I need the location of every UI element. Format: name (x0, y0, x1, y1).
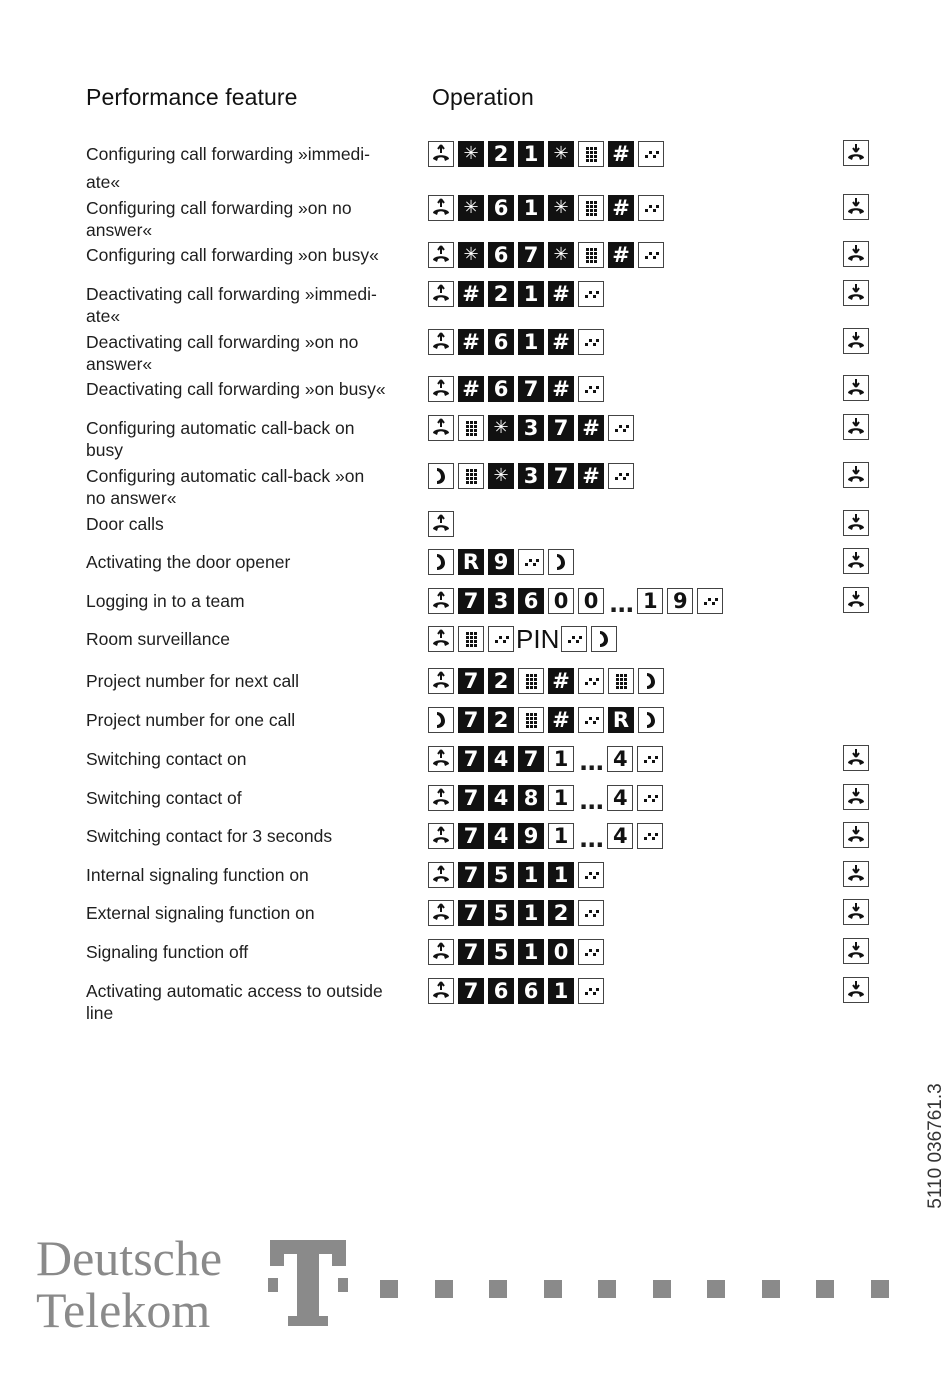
digit-key: 3 (518, 415, 544, 441)
digit-key: 0 (548, 939, 574, 965)
dial-number-icon (458, 626, 484, 652)
hash-key: # (548, 281, 574, 307)
digit-key: 7 (458, 746, 484, 772)
digit-key: 9 (667, 588, 693, 614)
operation-sequence (428, 861, 608, 889)
feature-label: Deactivating call forwarding »on busy« (86, 379, 386, 399)
operation-sequence (428, 462, 638, 490)
digit-key: 7 (458, 900, 484, 926)
brand-square (816, 1280, 834, 1298)
lift-handset-icon (428, 626, 454, 652)
brand-square (762, 1280, 780, 1298)
digit-key: 1 (548, 978, 574, 1004)
digit-key: R (458, 549, 484, 575)
operation-sequence (428, 375, 608, 403)
digit-key: 4 (607, 823, 633, 849)
feature-label: Signaling function off (86, 942, 249, 962)
feature-label: Door calls (86, 514, 164, 534)
digit-key: 7 (458, 668, 484, 694)
brand-square (871, 1280, 889, 1298)
feature-label: External signaling function on (86, 903, 315, 923)
confirmation-tone-icon (637, 823, 663, 849)
star-key: ✳ (458, 195, 484, 221)
feature-label: Activating the door opener (86, 552, 291, 572)
confirmation-tone-icon (578, 329, 604, 355)
brand-square (380, 1280, 398, 1298)
digit-key: 2 (488, 668, 514, 694)
operation-sequence (428, 548, 578, 576)
digit-key: 1 (518, 862, 544, 888)
dial-number-icon (608, 668, 634, 694)
talk-icon (591, 626, 617, 652)
digit-key: 7 (518, 376, 544, 402)
feature-label: Configuring call forwarding »on busy« (86, 245, 379, 265)
operation-sequence (428, 414, 638, 442)
confirmation-tone-icon (578, 707, 604, 733)
range-ellipsis: ... (579, 748, 604, 776)
feature-label: Room surveillance (86, 629, 230, 649)
replace-handset-icon (843, 140, 869, 166)
digit-key: 4 (488, 785, 514, 811)
dial-number-icon (578, 242, 604, 268)
confirmation-tone-icon (578, 281, 604, 307)
replace-handset-icon (843, 899, 869, 925)
confirmation-tone-icon (638, 242, 664, 268)
brand-square (435, 1280, 453, 1298)
pin-entry: PIN (516, 624, 560, 654)
hash-key: # (548, 329, 574, 355)
operation-sequence (428, 280, 608, 308)
digit-key: 5 (488, 900, 514, 926)
hash-key: # (548, 707, 574, 733)
digit-key: 4 (488, 823, 514, 849)
telekom-t-logo (268, 1238, 348, 1335)
digit-key: 1 (518, 141, 544, 167)
digit-key: 2 (548, 900, 574, 926)
digit-key: 7 (458, 588, 484, 614)
digit-key: 1 (548, 862, 574, 888)
operation-sequence (428, 328, 608, 356)
digit-key: 1 (518, 329, 544, 355)
range-ellipsis: ... (579, 825, 604, 853)
digit-key: 7 (458, 707, 484, 733)
talk-icon (638, 668, 664, 694)
confirmation-tone-icon (637, 785, 663, 811)
operation-sequence (428, 587, 727, 618)
operation-sequence (428, 706, 668, 734)
brand-square (653, 1280, 671, 1298)
feature-label: Switching contact for 3 seconds (86, 826, 333, 846)
hash-key: # (548, 376, 574, 402)
dial-number-icon (578, 141, 604, 167)
feature-label: Configuring automatic call-back »on no answer« (86, 466, 365, 508)
lift-handset-icon (428, 329, 454, 355)
replace-handset-icon (843, 977, 869, 1003)
talk-icon (428, 707, 454, 733)
digit-key: 4 (607, 746, 633, 772)
star-key: ✳ (488, 415, 514, 441)
talk-icon (548, 549, 574, 575)
feature-label: Configuring call forwarding »immedi- ate« (86, 144, 371, 192)
lift-handset-icon (428, 746, 454, 772)
confirmation-tone-icon (578, 939, 604, 965)
digit-key: 1 (548, 823, 574, 849)
dial-number-icon (518, 668, 544, 694)
brand-square (598, 1280, 616, 1298)
digit-key: 2 (488, 141, 514, 167)
feature-label: Project number for next call (86, 671, 300, 691)
hash-key: # (548, 668, 574, 694)
operation-sequence (428, 241, 668, 269)
range-ellipsis: ... (579, 787, 604, 815)
digit-key: 7 (458, 939, 484, 965)
replace-handset-icon (843, 861, 869, 887)
digit-key: 0 (578, 588, 604, 614)
confirmation-tone-icon (578, 978, 604, 1004)
digit-key: 7 (518, 242, 544, 268)
digit-key: 6 (488, 978, 514, 1004)
operation-sequence (428, 822, 667, 853)
operation-sequence (428, 194, 668, 222)
digit-key: 9 (518, 823, 544, 849)
star-key: ✳ (548, 141, 574, 167)
star-key: ✳ (458, 242, 484, 268)
operation-column-header: Operation (432, 84, 534, 110)
brand-line-1: Deutsche (36, 1230, 223, 1286)
operation-sequence (428, 140, 668, 168)
dial-number-icon (458, 415, 484, 441)
lift-handset-icon (428, 978, 454, 1004)
confirmation-tone-icon (578, 862, 604, 888)
replace-handset-icon (843, 548, 869, 574)
confirmation-tone-icon (518, 549, 544, 575)
digit-key: 2 (488, 707, 514, 733)
replace-handset-icon (843, 194, 869, 220)
digit-key: 6 (488, 195, 514, 221)
confirmation-tone-icon (608, 463, 634, 489)
feature-label: Switching contact on (86, 749, 247, 769)
operation-sequence (428, 938, 608, 966)
replace-handset-icon (843, 745, 869, 771)
lift-handset-icon (428, 862, 454, 888)
brand-squares (380, 1280, 925, 1298)
dial-number-icon (578, 195, 604, 221)
operation-sequence (428, 667, 668, 695)
replace-handset-icon (843, 462, 869, 488)
brand-line-2: Telekom (36, 1282, 211, 1338)
lift-handset-icon (428, 668, 454, 694)
lift-handset-icon (428, 900, 454, 926)
confirmation-tone-icon (578, 668, 604, 694)
feature-label: Configuring automatic call-back on busy (86, 418, 355, 460)
feature-label: Logging in to a team (86, 591, 245, 611)
digit-key: 7 (518, 746, 544, 772)
digit-key: R (608, 707, 634, 733)
talk-icon (638, 707, 664, 733)
digit-key: 7 (458, 823, 484, 849)
digit-key: 7 (458, 785, 484, 811)
talk-icon (428, 549, 454, 575)
star-key: ✳ (548, 242, 574, 268)
feature-label: Internal signaling function on (86, 865, 309, 885)
star-key: ✳ (458, 141, 484, 167)
feature-label: Configuring call forwarding »on no answer« (86, 198, 352, 240)
dial-number-icon (518, 707, 544, 733)
digit-key: 7 (458, 862, 484, 888)
lift-handset-icon (428, 281, 454, 307)
hash-key: # (578, 463, 604, 489)
digit-key: 6 (488, 242, 514, 268)
confirmation-tone-icon (488, 626, 514, 652)
hash-key: # (578, 415, 604, 441)
confirmation-tone-icon (578, 900, 604, 926)
replace-handset-icon (843, 587, 869, 613)
digit-key: 4 (488, 746, 514, 772)
lift-handset-icon (428, 785, 454, 811)
replace-handset-icon (843, 414, 869, 440)
confirmation-tone-icon (638, 141, 664, 167)
confirmation-tone-icon (638, 195, 664, 221)
digit-key: 5 (488, 862, 514, 888)
hash-key: # (458, 329, 484, 355)
replace-handset-icon (843, 784, 869, 810)
digit-key: 3 (488, 588, 514, 614)
lift-handset-icon (428, 939, 454, 965)
digit-key: 7 (548, 415, 574, 441)
digit-key: 8 (518, 785, 544, 811)
lift-handset-icon (428, 141, 454, 167)
digit-key: 3 (518, 463, 544, 489)
digit-key: 1 (518, 939, 544, 965)
lift-handset-icon (428, 588, 454, 614)
hash-key: # (608, 195, 634, 221)
digit-key: 2 (488, 281, 514, 307)
lift-handset-icon (428, 415, 454, 441)
digit-key: 6 (488, 376, 514, 402)
digit-key: 9 (488, 549, 514, 575)
operation-sequence (428, 899, 608, 927)
confirmation-tone-icon (608, 415, 634, 441)
hash-key: # (458, 281, 484, 307)
confirmation-tone-icon (578, 376, 604, 402)
confirmation-tone-icon (561, 626, 587, 652)
lift-handset-icon (428, 376, 454, 402)
hash-key: # (608, 242, 634, 268)
confirmation-tone-icon (637, 746, 663, 772)
document-code: 5110 036761.3 (925, 1083, 946, 1209)
replace-handset-icon (843, 822, 869, 848)
range-ellipsis: ... (609, 590, 634, 618)
digit-key: 6 (518, 978, 544, 1004)
replace-handset-icon (843, 510, 869, 536)
replace-handset-icon (843, 280, 869, 306)
digit-key: 7 (548, 463, 574, 489)
star-key: ✳ (488, 463, 514, 489)
brand-square (544, 1280, 562, 1298)
digit-key: 1 (637, 588, 663, 614)
feature-label: Deactivating call forwarding »on no answer« (86, 332, 359, 374)
brand-square (707, 1280, 725, 1298)
replace-handset-icon (843, 375, 869, 401)
digit-key: 6 (488, 329, 514, 355)
operation-sequence (428, 510, 458, 538)
replace-handset-icon (843, 328, 869, 354)
lift-handset-icon (428, 823, 454, 849)
brand-wordmark (36, 1232, 222, 1336)
operation-sequence (428, 625, 621, 653)
digit-key: 1 (518, 281, 544, 307)
digit-key: 1 (548, 785, 574, 811)
digit-key: 5 (488, 939, 514, 965)
digit-key: 0 (548, 588, 574, 614)
digit-key: 1 (548, 746, 574, 772)
feature-label: Deactivating call forwarding »immedi- ate« (86, 284, 377, 326)
digit-key: 7 (458, 978, 484, 1004)
digit-key: 1 (518, 900, 544, 926)
feature-label: Switching contact of (86, 788, 242, 808)
feature-label: Activating automatic access to outside line (86, 981, 383, 1023)
digit-key: 6 (518, 588, 544, 614)
talk-icon (428, 463, 454, 489)
digit-key: 1 (518, 195, 544, 221)
feature-label: Project number for one call (86, 710, 296, 730)
feature-column-header: Performance feature (86, 84, 298, 110)
dial-number-icon (458, 463, 484, 489)
digit-key: 4 (607, 785, 633, 811)
lift-handset-icon (428, 195, 454, 221)
brand-square (489, 1280, 507, 1298)
lift-handset-icon (428, 511, 454, 537)
replace-handset-icon (843, 241, 869, 267)
hash-key: # (458, 376, 484, 402)
lift-handset-icon (428, 242, 454, 268)
confirmation-tone-icon (697, 588, 723, 614)
operation-sequence (428, 977, 608, 1005)
operation-sequence (428, 745, 667, 776)
replace-handset-icon (843, 938, 869, 964)
star-key: ✳ (548, 195, 574, 221)
operation-sequence (428, 784, 667, 815)
hash-key: # (608, 141, 634, 167)
